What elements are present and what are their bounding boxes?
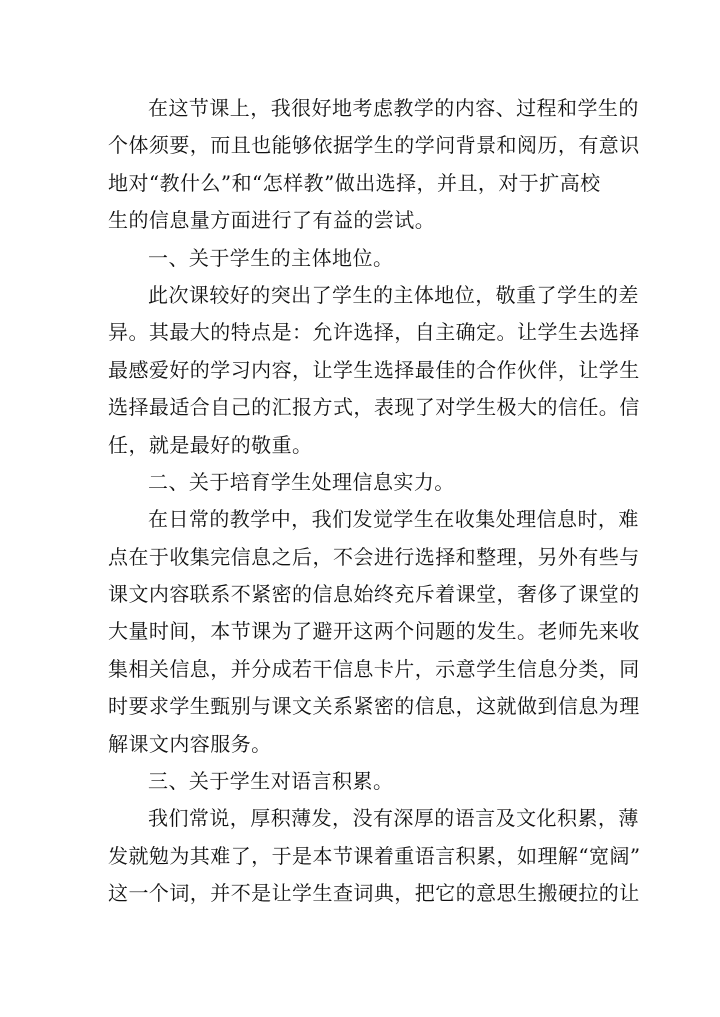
document-body bbox=[108, 90, 641, 913]
section-heading-2: 二、关于培育学生处理信息实力。 bbox=[148, 469, 455, 494]
paragraph-line: 任，就是最好的敬重。 bbox=[108, 432, 313, 457]
paragraph-line: 时要求学生甄别与课文关系紧密的信息，这就做到信息为理 bbox=[108, 694, 640, 719]
paragraph-line: 大量时间，本节课为了避开这两个问题的发生。老师先来收 bbox=[108, 619, 640, 644]
paragraph-line: 此次课较好的突出了学生的主体地位，敬重了学生的差 bbox=[148, 282, 639, 307]
paragraph-line: 在日常的教学中，我们发觉学生在收集处理信息时，难 bbox=[148, 507, 639, 532]
paragraph-line: 点在于收集完信息之后，不会进行选择和整理，另外有些与 bbox=[108, 544, 640, 569]
paragraph-line: 在这节课上，我很好地考虑教学的内容、过程和学生的 bbox=[148, 96, 639, 120]
paragraph-line: 最感爱好的学习内容，让学生选择最佳的合作伙伴，让学生 bbox=[108, 357, 640, 382]
paragraph-line: 解课文内容服务。 bbox=[108, 731, 272, 756]
paragraph-line: 发就勉为其难了，于是本节课着重语言积累，如理解“宽阔” bbox=[108, 843, 641, 868]
paragraph-line: 课文内容联系不紧密的信息始终充斥着课堂，奢侈了课堂的 bbox=[108, 582, 640, 607]
paragraph-line: 这一个词，并不是让学生查词典，把它的意思生搬硬拉的让 bbox=[108, 881, 640, 906]
section-heading-3: 三、关于学生对语言积累。 bbox=[148, 769, 394, 794]
paragraph-line: 异。其最大的特点是：允许选择，自主确定。让学生去选择 bbox=[108, 320, 640, 345]
paragraph-line: 个体须要，而且也能够依据学生的学问背景和阅历，有意识 bbox=[108, 133, 640, 158]
paragraph-line: 集相关信息，并分成若干信息卡片，示意学生信息分类，同 bbox=[108, 656, 640, 681]
section-heading-1: 一、关于学生的主体地位。 bbox=[148, 245, 394, 270]
paragraph-line: 生的信息量方面进行了有益的尝试。 bbox=[108, 208, 436, 233]
paragraph-line: 我们常说，厚积薄发，没有深厚的语言及文化积累，薄 bbox=[148, 806, 639, 831]
paragraph-line: 地对“教什么”和“怎样教”做出选择，并且，对于扩高校 bbox=[108, 170, 601, 195]
paragraph-line: 选择最适合自己的汇报方式，表现了对学生极大的信任。信 bbox=[108, 395, 640, 420]
